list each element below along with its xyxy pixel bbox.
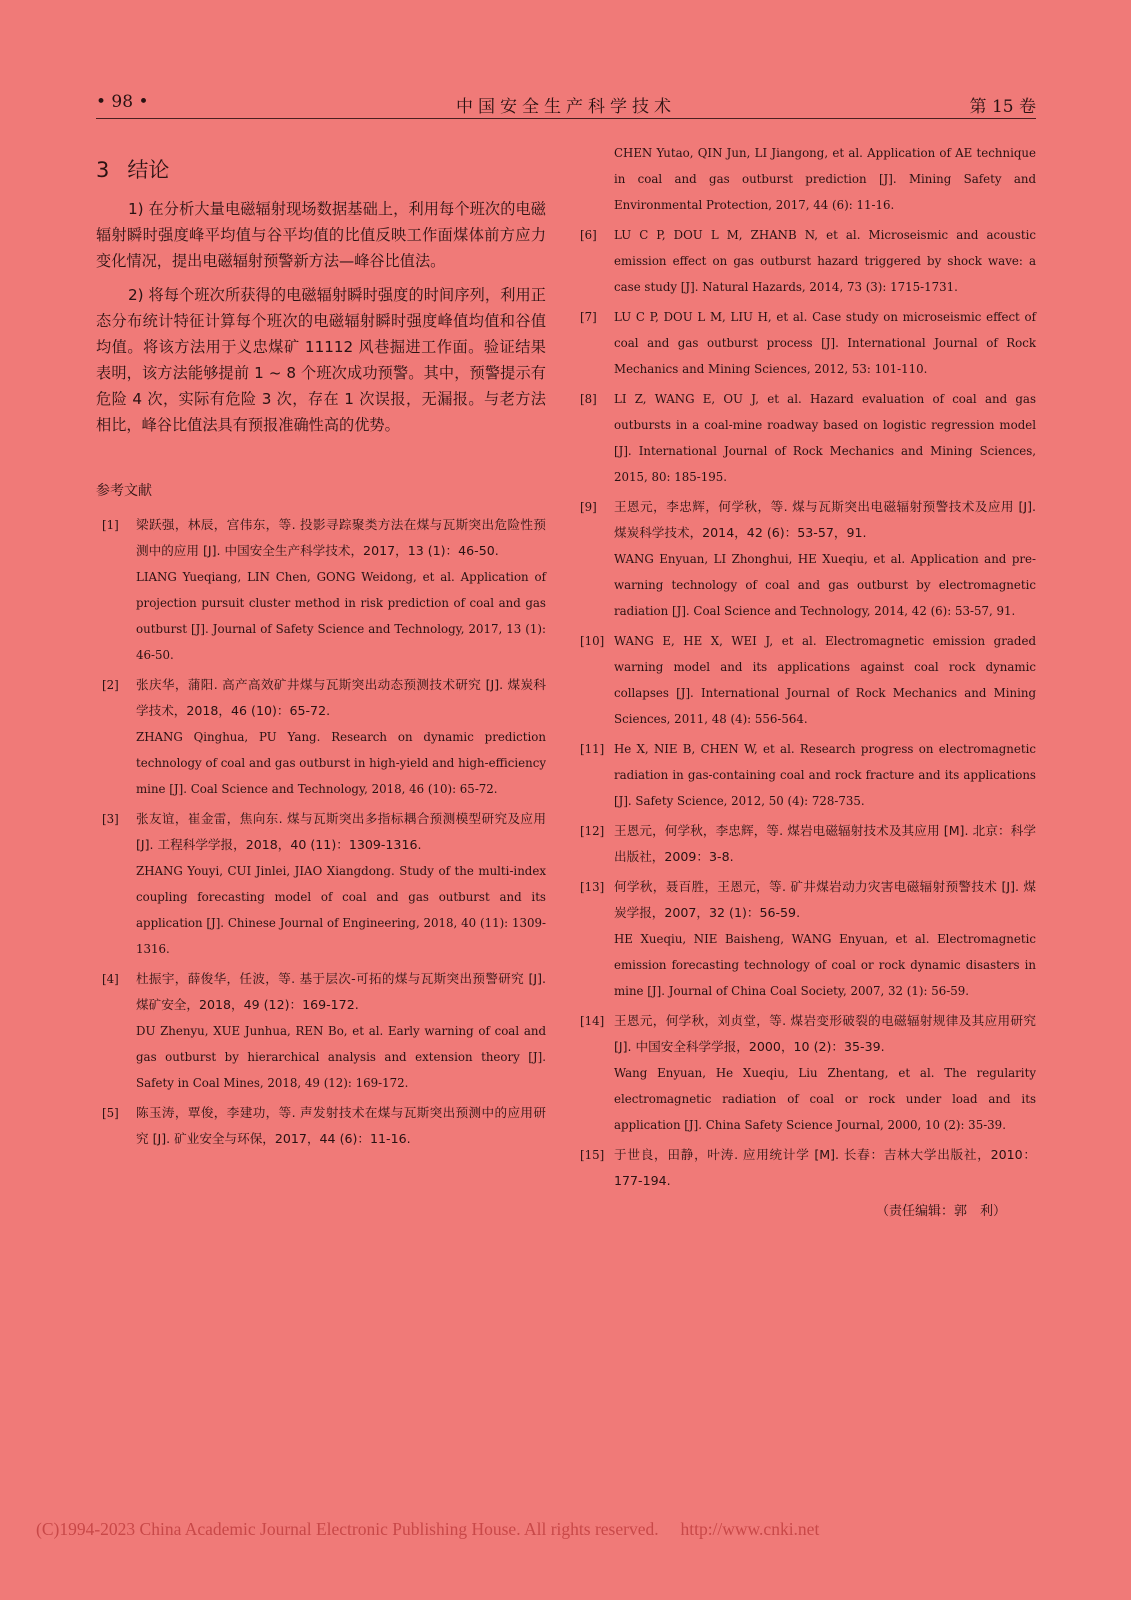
reference-number: [11] — [580, 742, 605, 756]
reference-english: DU Zhenyu, XUE Junhua, REN Bo, et al. Early warning of coal and gas outburst by hierarchical analysis and extension theory [J]. Safety in Coal Mines, 2018, 49 (12): 169-172. — [136, 1024, 546, 1090]
reference-number: [1] — [102, 518, 119, 532]
reference-chinese: 陈玉涛，覃俊，李建功，等. 声发射技术在煤与瓦斯突出预测中的应用研究 [J]. 矿业安全与环保，2017，44 (6)：11-16. — [136, 1105, 546, 1146]
reference-item — [580, 1008, 1036, 1138]
reference-english: LU C P, DOU L M, ZHANB N, et al. Microseismic and acoustic emission effect on gas outburst hazard triggered by shock wave: a case study [J]. Natural Hazards, 2014, 73 (3): 1715-1731. — [614, 228, 1036, 294]
reference-chinese: 于世良，田静，叶涛. 应用统计学 [M]. 长春：吉林大学出版社，2010：177-194. — [614, 1147, 1036, 1188]
reference-chinese: 王恩元，李忠辉，何学秋，等. 煤与瓦斯突出电磁辐射预警技术及应用 [J]. 煤炭科学技术，2014，42 (6)：53-57，91. — [614, 499, 1036, 540]
left-column — [96, 148, 546, 1156]
reference-number: [15] — [580, 1148, 605, 1162]
reference-chinese: 王恩元，何学秋，刘贞堂，等. 煤岩变形破裂的电磁辐射规律及其应用研究 [J]. 中国安全科学学报，2000，10 (2)：35-39. — [614, 1013, 1036, 1054]
reference-item — [580, 818, 1036, 870]
reference-item — [96, 806, 546, 962]
reference-number: [13] — [580, 880, 605, 894]
reference-5-continued — [592, 140, 1036, 218]
reference-item — [580, 1142, 1036, 1194]
conclusion-paragraph-1: 1) 在分析大量电磁辐射现场数据基础上，利用每个班次的电磁辐射瞬时强度峰平均值与谷平均值的比值反映工作面煤体前方应力变化情况，提出电磁辐射预警新方法—峰谷比值法。 — [96, 200, 546, 270]
conclusion-paragraph-2: 2) 将每个班次所获得的电磁辐射瞬时强度的时间序列，利用正态分布统计特征计算每个班次的电磁辐射瞬时强度峰值均值和谷值均值。将该方法用于义忠煤矿 11112 风巷掘进工作面。验证结果表明，该方法能够提前 1 ~ 8 个班次成功预警。其中，预警提示有危险 4 次，实际有危险 3 次，存在 1 次误报，无漏报。与老方法相比，峰谷比值法具有预报准确性高的优势。 — [96, 286, 546, 434]
reference-number: [8] — [580, 392, 597, 406]
reference-english: CHEN Yutao, QIN Jun, LI Jiangong, et al. Application of AE technique in coal and gas outburst prediction [J]. Mining Safety and Environmental Protection, 2017, 44 (6): 11-16. — [614, 146, 1036, 212]
reference-english: He X, NIE B, CHEN W, et al. Research progress on electromagnetic radiation in gas-containing coal and rock fracture and its applications [J]. Safety Science, 2012, 50 (4): 728-735. — [614, 742, 1036, 808]
reference-number: [7] — [580, 310, 597, 324]
page-number: • 98 • — [96, 92, 149, 112]
reference-number: [14] — [580, 1014, 605, 1028]
reference-item — [580, 874, 1036, 1004]
reference-chinese: 何学秋，聂百胜，王恩元，等. 矿井煤岩动力灾害电磁辐射预警技术 [J]. 煤炭学报，2007，32 (1)：56-59. — [614, 879, 1036, 920]
reference-item — [580, 222, 1036, 300]
reference-english: Wang Enyuan, He Xueqiu, Liu Zhentang, et al. The regularity electromagnetic radiation of coal or rock under load and its application [J]. China Safety Science Journal, 2000, 10 (2): 35-39. — [614, 1066, 1036, 1132]
section-title: 结论 — [127, 158, 170, 182]
reference-chinese: 杜振宇，薛俊华，任波，等. 基于层次-可拓的煤与瓦斯突出预警研究 [J]. 煤矿安全，2018，49 (12)：169-172. — [136, 971, 546, 1012]
reference-english: WANG E, HE X, WEI J, et al. Electromagnetic emission graded warning model and its applications against coal rock dynamic collapses [J]. International Journal of Rock Mechanics and Mining Sciences, 2011, 48 (4): 556-564. — [614, 634, 1036, 726]
reference-item — [96, 512, 546, 668]
reference-chinese: 梁跃强，林辰，宫伟东，等. 投影寻踪聚类方法在煤与瓦斯突出危险性预测中的应用 [J]. 中国安全生产科学技术，2017，13 (1)：46-50. — [136, 517, 546, 558]
reference-item — [96, 672, 546, 802]
journal-title: 中国安全生产科学技术 — [456, 97, 676, 117]
section-number: 3 — [96, 158, 110, 182]
reference-number: [10] — [580, 634, 605, 648]
reference-chinese: 张庆华，蒲阳. 高产高效矿井煤与瓦斯突出动态预测技术研究 [J]. 煤炭科学技术，2018，46 (10)：65-72. — [136, 677, 546, 718]
reference-item — [580, 736, 1036, 814]
copyright-footer: (C)1994-2023 China Academic Journal Electronic Publishing House. All rights reserved. http://www.cnki.net — [36, 1519, 820, 1539]
section-heading — [96, 154, 546, 184]
reference-item — [580, 494, 1036, 624]
reference-english: LIANG Yueqiang, LIN Chen, GONG Weidong, et al. Application of projection pursuit cluster method in risk prediction of coal and gas outburst [J]. Journal of Safety Science and Technology, 2017, 13 (1): 46-50. — [136, 570, 546, 662]
reference-number: [3] — [102, 812, 119, 826]
reference-number: [9] — [580, 500, 597, 514]
reference-english: WANG Enyuan, LI Zhonghui, HE Xueqiu, et al. Application and pre-warning technology of coal and gas outburst by electromagnetic radiation [J]. Coal Science and Technology, 2014, 42 (6): 53-57, 91. — [614, 552, 1036, 618]
reference-english: ZHANG Qinghua, PU Yang. Research on dynamic prediction technology of coal and gas outburst in high-yield and high-efficiency mine [J]. Coal Science and Technology, 2018, 46 (10): 65-72. — [136, 730, 546, 796]
reference-number: [5] — [102, 1106, 119, 1120]
reference-english: HE Xueqiu, NIE Baisheng, WANG Enyuan, et al. Electromagnetic emission forecasting technology of coal or rock dynamic disasters in mine [J]. Journal of China Coal Society, 2007, 32 (1): 56-59. — [614, 932, 1036, 998]
responsible-editor: （责任编辑：郭 利） — [875, 1204, 1006, 1219]
reference-english: ZHANG Youyi, CUI Jinlei, JIAO Xiangdong. Study of the multi-index coupling forecasting model of coal and gas outburst and its application [J]. Chinese Journal of Engineering, 2018, 40 (11): 1309-1316. — [136, 864, 546, 956]
reference-number: [6] — [580, 228, 597, 242]
reference-number: [12] — [580, 824, 605, 838]
references-heading: 参考文献 — [96, 483, 152, 499]
reference-item — [96, 1100, 546, 1152]
references-list-left — [96, 512, 546, 1152]
volume-label: 第 15 卷 — [969, 97, 1036, 117]
running-header — [96, 88, 1036, 119]
reference-chinese: 张友谊，崔金雷，焦向东. 煤与瓦斯突出多指标耦合预测模型研究及应用 [J]. 工程科学学报，2018，40 (11)：1309-1316. — [136, 811, 546, 852]
reference-chinese: 王恩元，何学秋，李忠辉，等. 煤岩电磁辐射技术及其应用 [M]. 北京：科学出版社，2009：3-8. — [614, 823, 1036, 864]
reference-item — [580, 386, 1036, 490]
right-column — [580, 140, 1036, 1219]
reference-item — [580, 628, 1036, 732]
reference-english: LU C P, DOU L M, LIU H, et al. Case study on microseismic effect of coal and gas outburst process [J]. International Journal of Rock Mechanics and Mining Sciences, 2012, 53: 101-110. — [614, 310, 1036, 376]
reference-number: [2] — [102, 678, 119, 692]
reference-english: LI Z, WANG E, OU J, et al. Hazard evaluation of coal and gas outbursts in a coal-mine roadway based on logistic regression model [J]. International Journal of Rock Mechanics and Mining Sciences, 2015, 80: 185-195. — [614, 392, 1036, 484]
reference-item — [96, 966, 546, 1096]
reference-item — [580, 304, 1036, 382]
reference-number: [4] — [102, 972, 119, 986]
references-list-right — [580, 222, 1036, 1194]
